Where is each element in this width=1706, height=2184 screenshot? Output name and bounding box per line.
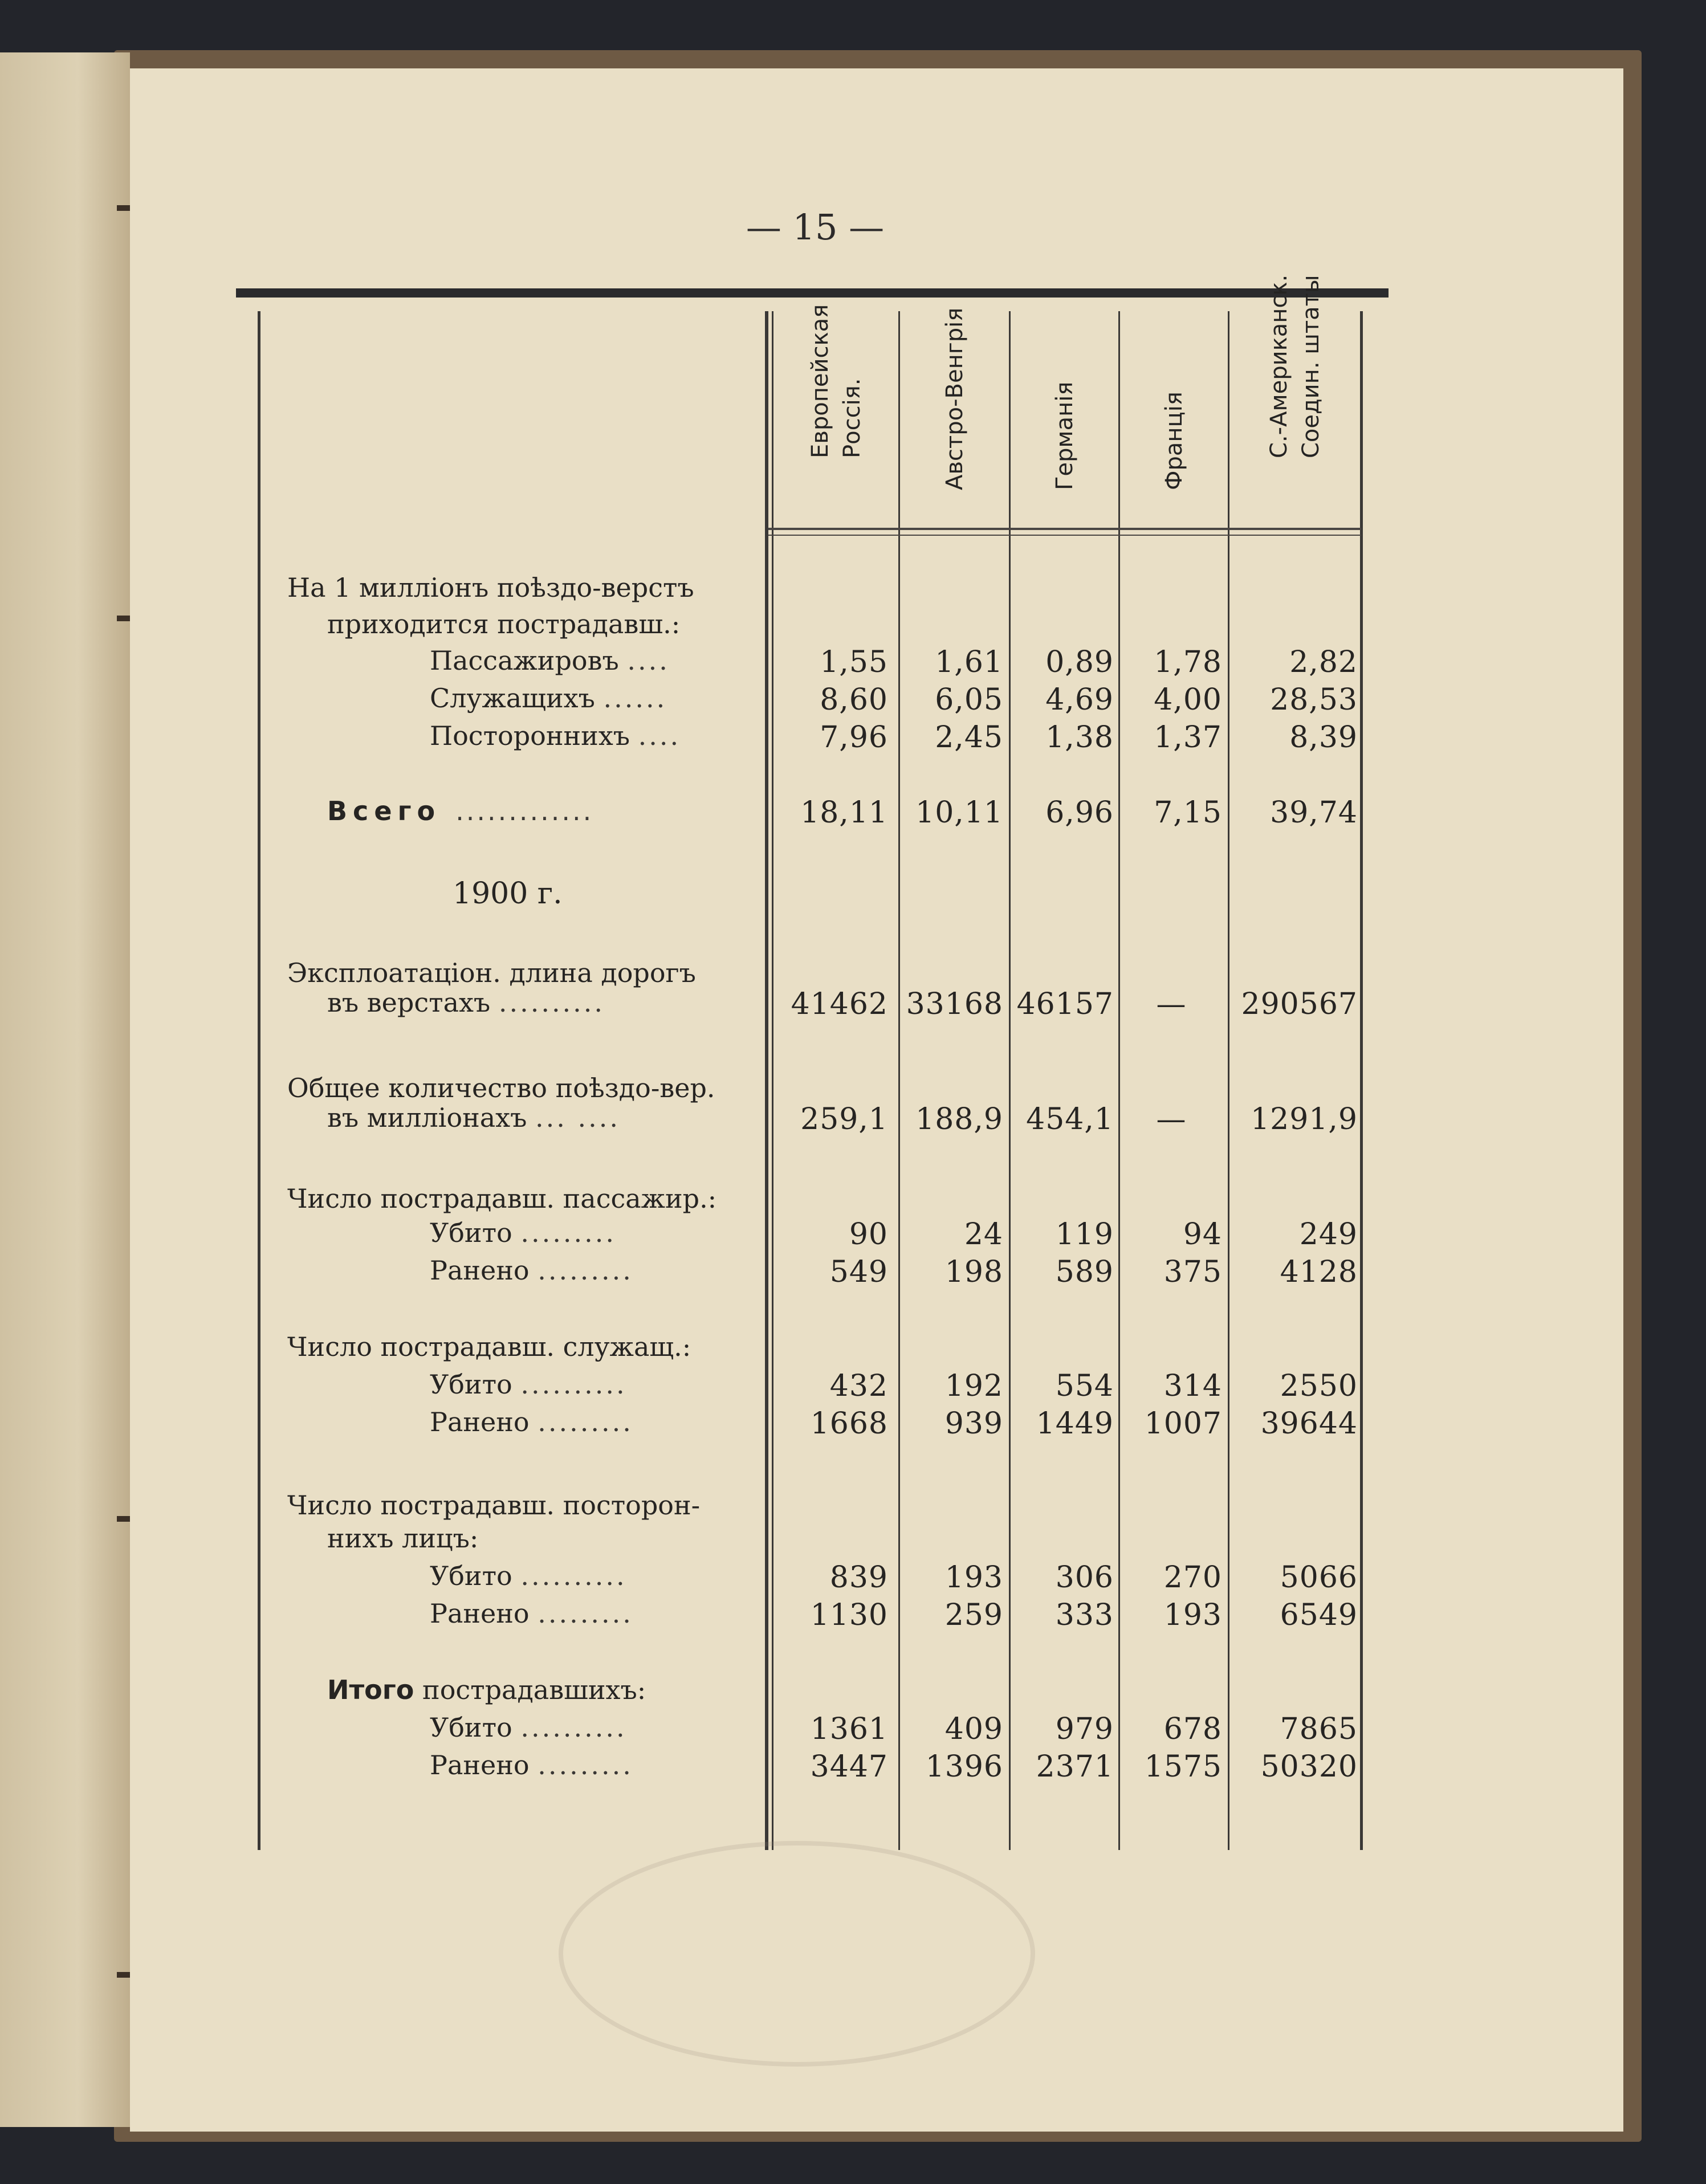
table-cell: 1575 (1144, 1750, 1222, 1784)
table-row-total-injured (236, 1750, 1389, 1787)
table-cell: 270 (1163, 1560, 1222, 1595)
table-cell: 5066 (1280, 1560, 1358, 1595)
header-rule (768, 528, 1361, 530)
table-cell: 1,61 (935, 645, 1003, 679)
row-label: Ранено ......... (430, 1407, 633, 1437)
table-row-outsiders (236, 720, 1389, 758)
row-label: въ милліонахъ ... .... (327, 1102, 620, 1133)
table-cell: 24 (964, 1217, 1003, 1252)
column-header-germany: Германія (1052, 381, 1078, 490)
table-cell: 7,96 (820, 720, 888, 755)
table-cell: 8,60 (820, 683, 888, 717)
year-heading: 1900 г. (453, 877, 563, 911)
section-heading: Число пострадавш. пассажир.: (287, 1183, 717, 1214)
facing-page (0, 52, 130, 2127)
table-cell: 1396 (925, 1750, 1003, 1784)
table-top-rule (236, 288, 1389, 298)
table-cell: 10,11 (915, 796, 1003, 830)
table-cell: 249 (1299, 1217, 1358, 1252)
table-cell: 259,1 (800, 1102, 888, 1136)
table-cell: 3447 (810, 1750, 888, 1784)
table-cell: 94 (1183, 1217, 1222, 1252)
table-cell: 432 (829, 1369, 888, 1403)
row-label: Ранено ......... (430, 1598, 633, 1629)
table-cell: 193 (944, 1560, 1003, 1595)
row-label: Пассажировъ .... (430, 645, 670, 676)
row-label: Убито ......... (430, 1217, 616, 1248)
faded-stamp (559, 1841, 1035, 2067)
table-cell: 4128 (1280, 1255, 1358, 1289)
table-row-outsiders-killed (236, 1560, 1389, 1598)
table-cell: 939 (944, 1407, 1003, 1441)
table-row-train-km (236, 1102, 1389, 1140)
section-heading: На 1 милліонъ поѣздо-верстъ (287, 572, 694, 603)
table-cell: 41462 (791, 987, 888, 1021)
table-cell: 50320 (1260, 1750, 1358, 1784)
column-header-austria-hungary: Австро-Венгрія (942, 307, 968, 490)
table-row-employees-killed (236, 1369, 1389, 1407)
table-cell: 90 (849, 1217, 888, 1252)
table-cell: 18,11 (800, 796, 888, 830)
row-label: Убито .......... (430, 1712, 627, 1743)
table-cell: 6,05 (935, 683, 1003, 717)
table-row-outsiders-injured (236, 1598, 1389, 1636)
row-label: Ранено ......... (430, 1255, 633, 1286)
table-cell: 979 (1055, 1712, 1114, 1746)
section-heading: Эксплоатаціон. длина дорогъ (287, 957, 696, 988)
section-heading: Число пострадавш. посторон- (287, 1490, 701, 1521)
table-cell: 2550 (1280, 1369, 1358, 1403)
column-header-eu-russia: Европейская Россія. (807, 304, 865, 458)
table-cell: 678 (1163, 1712, 1222, 1746)
table-row-passengers-injured (236, 1255, 1389, 1293)
table-cell: 454,1 (1026, 1102, 1114, 1136)
table-cell: 188,9 (915, 1102, 1003, 1136)
table-cell: 549 (829, 1255, 888, 1289)
table-cell: 1668 (810, 1407, 888, 1441)
row-label: въ верстахъ .......... (327, 987, 605, 1018)
row-label: Убито .......... (430, 1369, 627, 1400)
table-cell: 314 (1163, 1369, 1222, 1403)
table-cell: 1361 (810, 1712, 888, 1746)
table-row-employees-injured (236, 1407, 1389, 1444)
row-label: Служащихъ ...... (430, 683, 667, 714)
row-label: Всего ............. (327, 796, 594, 826)
table-cell: 28,53 (1270, 683, 1358, 717)
table-cell: 6549 (1280, 1598, 1358, 1632)
table-cell: 193 (1163, 1598, 1222, 1632)
table-cell: 1449 (1036, 1407, 1114, 1441)
column-header-france: Франція (1161, 392, 1187, 490)
table-cell: 1,37 (1154, 720, 1222, 755)
row-label: Постороннихъ .... (430, 720, 681, 751)
header-rule (768, 535, 1361, 536)
section-heading-grand-total: Итого пострадавшихъ: (327, 1674, 646, 1705)
table-row-total (236, 796, 1389, 833)
table-cell: 4,69 (1045, 683, 1114, 717)
table-cell: 2,45 (935, 720, 1003, 755)
section-heading: Общее количество поѣздо-вер. (287, 1073, 715, 1103)
table-cell: 306 (1055, 1560, 1114, 1595)
table-cell: 33168 (906, 987, 1003, 1021)
table-cell: 1291,9 (1251, 1102, 1358, 1136)
table-cell: — (1156, 1102, 1187, 1136)
table-cell: 192 (944, 1369, 1003, 1403)
column-header-usa: С.-Американск. Соедин. штаты (1266, 274, 1324, 458)
table-row-total-killed (236, 1712, 1389, 1750)
table-cell: 1130 (810, 1598, 888, 1632)
table-cell: — (1156, 987, 1187, 1021)
table-row-passengers (236, 645, 1389, 683)
table-row-passengers-killed (236, 1217, 1389, 1255)
table-cell: 8,39 (1289, 720, 1358, 755)
table-cell: 333 (1055, 1598, 1114, 1632)
table-cell: 39,74 (1270, 796, 1358, 830)
table-cell: 0,89 (1045, 645, 1114, 679)
table-cell: 259 (944, 1598, 1003, 1632)
table-cell: 375 (1163, 1255, 1222, 1289)
table-cell: 198 (944, 1255, 1003, 1289)
table-cell: 46157 (1016, 987, 1114, 1021)
statistics-table (236, 274, 1389, 1822)
table-cell: 1007 (1144, 1407, 1222, 1441)
section-heading: приходится пострадавш.: (327, 609, 681, 639)
table-cell: 1,38 (1045, 720, 1114, 755)
row-label: Убито .......... (430, 1560, 627, 1591)
table-cell: 4,00 (1154, 683, 1222, 717)
table-row-employees (236, 683, 1389, 720)
section-heading: нихъ лицъ: (327, 1523, 479, 1554)
table-cell: 6,96 (1045, 796, 1114, 830)
table-cell: 39644 (1260, 1407, 1358, 1441)
table-cell: 2371 (1036, 1750, 1114, 1784)
table-cell: 290567 (1241, 987, 1358, 1021)
table-cell: 7,15 (1154, 796, 1222, 830)
table-cell: 119 (1055, 1217, 1114, 1252)
table-cell: 7865 (1280, 1712, 1358, 1746)
table-cell: 839 (829, 1560, 888, 1595)
table-cell: 589 (1055, 1255, 1114, 1289)
table-cell: 554 (1055, 1369, 1114, 1403)
row-label: Ранено ......... (430, 1750, 633, 1780)
table-cell: 1,55 (820, 645, 888, 679)
table-row-length (236, 987, 1389, 1025)
table-cell: 2,82 (1289, 645, 1358, 679)
section-heading: Число пострадавш. служащ.: (287, 1331, 691, 1362)
page-number: — 15 — (746, 206, 885, 248)
table-cell: 1,78 (1154, 645, 1222, 679)
table-cell: 409 (944, 1712, 1003, 1746)
